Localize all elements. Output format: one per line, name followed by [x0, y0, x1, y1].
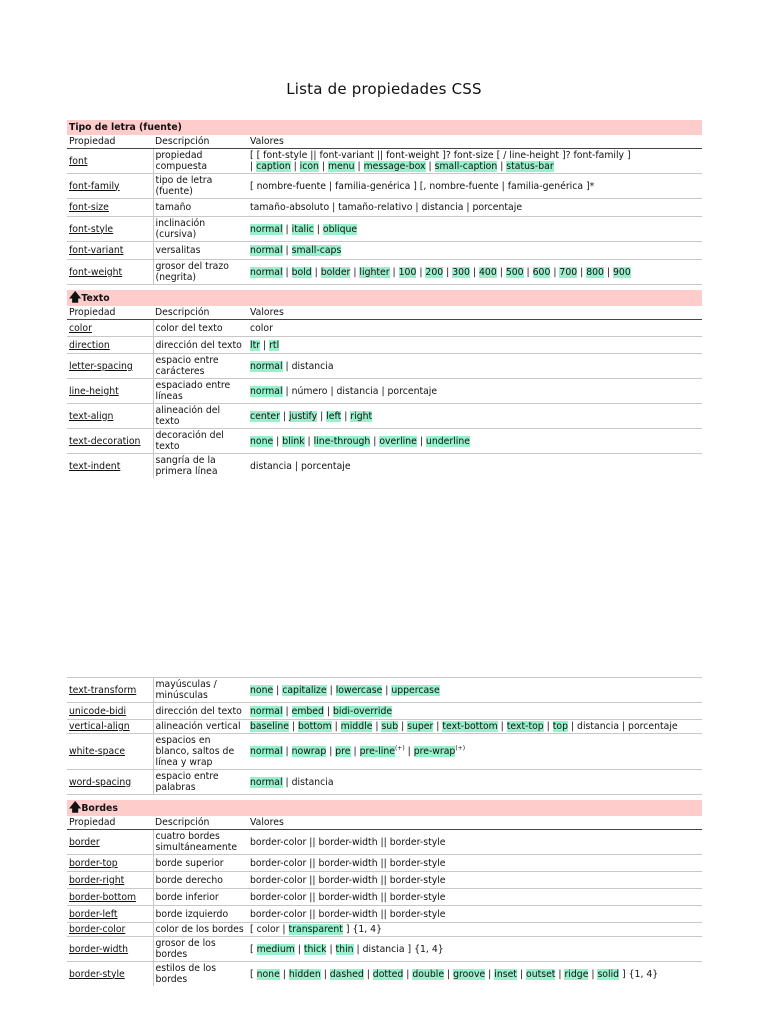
table-row: border-width grosor de los bordes [ medium | thick | thin | distancia ] {1, 4}: [67, 937, 702, 962]
property-link-border-bottom[interactable]: border-bottom: [69, 891, 137, 903]
table-row: font-variant versalitas normal | small-caps: [67, 242, 702, 260]
property-link-vertical-align[interactable]: vertical-align: [69, 721, 130, 732]
property-link-border[interactable]: border: [69, 836, 100, 848]
table-row: text-decoration decoración del texto none | blink | line-through | overline | underline: [67, 429, 702, 454]
table-row: border-top borde superior border-color || border-width || border-style: [67, 855, 702, 872]
table-row: word-spacing espacio entre palabras normal | distancia: [67, 770, 702, 795]
section-header-bordes: 🡅Bordes: [67, 800, 702, 816]
property-link-border-width[interactable]: border-width: [69, 943, 129, 955]
property-link-white-space[interactable]: white-space: [69, 746, 126, 757]
table-row: unicode-bidi dirección del texto normal | embed | bidi-override: [67, 703, 702, 720]
property-link-border-right[interactable]: border-right: [69, 874, 125, 886]
property-link-color[interactable]: color: [69, 322, 92, 334]
property-link-font-family[interactable]: font-family: [69, 180, 120, 192]
property-link-font-weight[interactable]: font-weight: [69, 266, 123, 278]
table-row: font-family tipo de letra (fuente) [ nombre-fuente | familia-genérica ] [, nombre-fuente | familia-genérica ]*: [67, 174, 702, 199]
table-row: border-bottom borde inferior border-color || border-width || border-style: [67, 889, 702, 906]
property-link-border-left[interactable]: border-left: [69, 908, 118, 920]
column-header-row: Propiedad Descripción Valores: [67, 816, 702, 830]
property-link-unicode-bidi[interactable]: unicode-bidi: [69, 705, 127, 717]
table-row: border cuatro bordes simultáneamente border-color || border-width || border-style: [67, 830, 702, 855]
properties-table-fuente-texto: [67, 120, 702, 478]
property-link-border-color[interactable]: border-color: [69, 924, 126, 935]
column-header-row: Propiedad Descripción Valores: [67, 135, 702, 149]
property-link-line-height[interactable]: line-height: [69, 385, 119, 397]
table-row: color color del texto color: [67, 320, 702, 337]
property-link-font-variant[interactable]: font-variant: [69, 245, 124, 256]
property-link-text-decoration[interactable]: text-decoration: [69, 435, 141, 447]
property-link-text-indent[interactable]: text-indent: [69, 460, 121, 472]
table-row: font propiedad compuesta [ [ font-style || font-variant || font-weight ]? font-size [ / line-height ]? font-family ] | caption | icon | menu | message-box | small-caption | status-bar: [67, 149, 702, 174]
property-link-font-size[interactable]: font-size: [69, 202, 109, 213]
up-arrow-icon[interactable]: 🡅: [69, 800, 82, 814]
values-cell: [ [ font-style || font-variant || font-weight ]? font-size [ / line-height ]? font-family ] | caption | icon | menu | message-box | small-caption | status-bar: [248, 149, 702, 174]
table-row: font-size tamaño tamaño-absoluto | tamaño-relativo | distancia | porcentaje: [67, 199, 702, 217]
table-block-2: [67, 677, 702, 986]
property-link-letter-spacing[interactable]: letter-spacing: [69, 360, 133, 372]
property-link-text-align[interactable]: text-align: [69, 410, 114, 422]
property-link-font[interactable]: font: [69, 155, 88, 167]
table-row: text-align alineación del texto center | justify | left | right: [67, 404, 702, 429]
property-link-font-style[interactable]: font-style: [69, 223, 114, 235]
table-row: font-weight grosor del trazo (negrita) normal | bold | bolder | lighter | 100 | 200 | 300 | 400 | 500 | 600 | 700 | 800 | 900: [67, 260, 702, 285]
property-link-border-style[interactable]: border-style: [69, 968, 125, 980]
table-block-1: [67, 120, 702, 478]
property-link-text-transform[interactable]: text-transform: [69, 684, 137, 696]
table-row: font-style inclinación (cursiva) normal | italic | oblique: [67, 217, 702, 242]
table-row: text-indent sangría de la primera línea distancia | porcentaje: [67, 454, 702, 479]
table-row: border-left borde izquierdo border-color || border-width || border-style: [67, 906, 702, 923]
section-header-fuente: Tipo de letra (fuente): [67, 120, 702, 135]
section-header-texto: 🡅Texto: [67, 290, 702, 306]
properties-table-texto-bordes: [67, 677, 702, 986]
property-link-word-spacing[interactable]: word-spacing: [69, 776, 132, 788]
table-row: direction dirección del texto ltr | rtl: [67, 337, 702, 354]
table-row: line-height espaciado entre líneas normal | número | distancia | porcentaje: [67, 379, 702, 404]
table-row: border-right borde derecho border-color || border-width || border-style: [67, 872, 702, 889]
table-row: text-transform mayúsculas / minúsculas none | capitalize | lowercase | uppercase: [67, 678, 702, 703]
table-row: border-style estilos de los bordes [ none | hidden | dashed | dotted | double | groove | inset | outset | ridge | solid ] {1, 4}: [67, 962, 702, 987]
table-row: border-color color de los bordes [ color | transparent ] {1, 4}: [67, 923, 702, 937]
property-link-direction[interactable]: direction: [69, 339, 110, 351]
table-row: vertical-align alineación vertical baseline | bottom | middle | sub | super | text-bottom | text-top | top | distancia | porcentaje: [67, 720, 702, 734]
page-title: Lista de propiedades CSS: [286, 80, 482, 98]
table-row: white-space espacios en blanco, saltos de línea y wrap normal | nowrap | pre | pre-line(+) | pre-wrap(+): [67, 734, 702, 770]
up-arrow-icon[interactable]: 🡅: [69, 290, 82, 304]
table-row: letter-spacing espacio entre carácteres normal | distancia: [67, 354, 702, 379]
column-header-row: Propiedad Descripción Valores: [67, 306, 702, 320]
property-link-border-top[interactable]: border-top: [69, 857, 118, 869]
